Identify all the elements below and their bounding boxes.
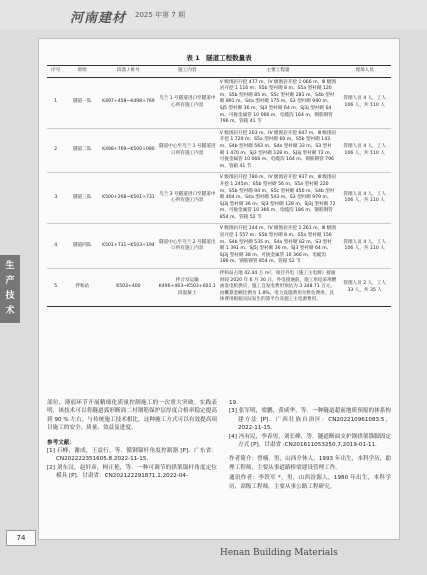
cell-no: 2 [47, 128, 64, 173]
cell-team: 拌和站 [64, 269, 100, 307]
journal-name-footer: Henan Building Materials [220, 548, 338, 558]
cell-quantity: V 级围岩开挖 263 m，IV 级围岩开挖 647 m，Ⅲ 级围岩开挖 1 729 m；S5a 型衬砌 60 m、S5b 型衬砌 143 m、S4b 型衬砌 563 m、S4a 型衬砌 33 m、S3 型衬砌 1 470 m、SJ3 型衬砌 128 m、SJ3j 型衬砌 72 m、可拢金属管 10 066 m、电缆沟 164 m、钢筋钢管 796 m、管箱 41 节 [218, 128, 339, 173]
cell-team: 隧道四队 [64, 224, 100, 269]
cell-content: 隧道中心至乌兰 2 号隧道出口所有施工内容 [157, 224, 218, 269]
author-bio: 作者简介：曾楠，男，山西介休人，1993 年出生，本科学历，助理工程师，主要从事道路桥梁建设管理工作。 [229, 456, 391, 471]
section-tab [0, 255, 20, 323]
col-header: 施工内容 [157, 66, 218, 78]
cell-no: 5 [47, 269, 64, 307]
cell-no: 3 [47, 173, 64, 224]
col-header: 班组 [64, 66, 100, 78]
cell-segment: K497+458~K498+769 [100, 77, 157, 128]
cell-quantity: 拌和站占地 42.44 万 m²，项目外电（施工主电源）接通时间 2020 年 6 月 30 日，外电接通前，施工用电采用燃油发电机供应，施工自发电费用预估为 3 348.71 万元，由概算金额比例为 1.8%。电力设施费用为暂估费用，具体费用根据实际发生的算平台及施工主电源费用。 [218, 269, 339, 307]
cell-no: 4 [47, 224, 64, 269]
cell-staff: 管理人员 4 人，工人 106 人，共 110 人 [338, 128, 391, 173]
journal-logo: 河南建材 [70, 11, 127, 26]
reference-item: [1] 石峰，谢成，王益行，等．循钢锚杆角度控制器 [P]．广东省：CN202222351605.8,2022-11-15. [47, 448, 217, 463]
table-title: 表 1 隧道工程数量表 [186, 54, 252, 62]
content-area [38, 38, 400, 540]
cell-segment: K498+769~K500+080 [100, 128, 157, 173]
cell-staff: 管理人员 4 人，工人 106 人，共 110 人 [338, 77, 391, 128]
right-column [229, 399, 391, 491]
section-tab-char: 技 [5, 291, 15, 301]
page-number: 74 [6, 530, 36, 546]
cell-quantity: V 级围岩开挖 477 m，IV 级围岩开挖 1 066 m，Ⅲ 级围岩开挖 1 116 m；S5b 型衬砌 8 m、S5a 型衬砌 120 m、S5b 型衬砌 85 m、S5c 型衬砌 281 m、S4b 型衬砌 891 m、S4a 型衬砌 175 m、S3 型衬砌 940 m、SJ5 型衬砌 36 m、SJ3 型衬砌 64 m、SJ3j 型衬砌 64 m、可拢金属管 10 066 m、电缆沟 164 m、钢筋钢管 796 m、管箱 41 节 [218, 77, 339, 128]
cell-content: 乌兰 2 号隧道进口至隧道中心所有施工内容 [157, 173, 218, 224]
table-row [47, 173, 391, 224]
cell-content: 隧道中心至乌兰 1 号隧道进口所有施工内容 [157, 128, 218, 173]
page-header [0, 0, 427, 30]
corresponding-author-bio: 通讯作者：李铁军 *，男，山西汾源人，1980 年出生，本科学历，高级工程师，主要从事公路工程研究。 [229, 475, 391, 490]
references-title: 参考文献： [47, 439, 75, 446]
table-row [47, 224, 391, 269]
reference-item: [4] 冯有民，李春男，刘长峰，等．隧道断面支护钢拱架锚脚固定方式 [P]．甘肃省 :CN201611053250.7,2019-01-11. [229, 433, 391, 449]
section-tab-char: 术 [5, 306, 15, 316]
cell-quantity: V 级围岩开挖 144 m，IV 级围岩开挖 1 261 m，Ⅲ 级围岩开挖 1 557 m；S5b 型衬砌 8 m、S5a 型衬砌 156 m、S4b 型衬砌 535 m、S4a 型衬砌 82 m、S3 型衬砌 1 391 m、SJ5j 型衬砌 36 m、SJ3 型衬砌 64 m、SJ3j 型衬砌 38 m、可拢金属管 10 366 m、电缆沟 186 m、钢筋钢管 854 m、管箱 52 节 [218, 224, 339, 269]
cell-content: 乌兰 1 号隧道进口至隧道中心所有施工内容 [157, 77, 218, 128]
left-column [47, 399, 217, 481]
reference-item: [2] 刘东汉，赵轩彦，柯正艳，等．一种可调节的拱架锚杆角度定位模具 [P]．甘肃省：CN202122291871.1,2022-04- [47, 464, 217, 480]
col-header: 现场人员 [338, 66, 391, 78]
issue-label: 2025 年第 7 期 [135, 11, 185, 19]
tunnel-quantity-table [47, 65, 391, 307]
section-tab-char: 生 [5, 261, 15, 271]
col-header: 段落 / 桩号 [100, 66, 157, 78]
cell-team: 隧道三队 [64, 173, 100, 224]
table-header-row [47, 66, 391, 78]
reference-continuation: 19. [229, 400, 238, 406]
col-header: 序号 [47, 66, 64, 78]
cell-quantity: V 级围岩开挖 780 m，IV 级围岩开挖 937 m，Ⅲ 级围岩开挖 1 245m；S5b 型衬砌 56 m、S5a 型衬砌 220 m、S5b 型衬砌 94 m、S5c 型衬砌 450 m、S4b 型衬砌 404 m、S4a 型衬砌 543 m、S3 型衬砌 979 m、SJ3j 型衬砌 36 m、SJ3 型衬砌 128 m、SJ3j 型衬砌 72 m、可拢金属管 10 366 m、电缆沟 186 m、钢筋钢管 854 m、管箱 52 节 [218, 173, 339, 224]
cell-staff: 管理人员 4 人，工人 106 人，共 110 人 [338, 173, 391, 224]
cell-segment: K501+731~K503+194 [100, 224, 157, 269]
section-tab-char: 产 [5, 276, 15, 286]
cell-team: 隧道一队 [64, 77, 100, 128]
cell-segment: K503+400 [100, 269, 157, 307]
table-row [47, 128, 391, 173]
cell-staff: 管理人员 2 人，工人 33 人，共 35 人 [338, 269, 391, 307]
cell-content: 拌合及运输 K496+463~K503+601.1 段混凝土 [157, 269, 218, 307]
cell-no: 1 [47, 77, 64, 128]
body-paragraph: 部位、薄弱环节开展精细化质量控制施工的一次重大突破。实践表明，该技术可以将隧道弧形断面二衬钢筋保护层厚度合格率稳定提高到 90 % 左右。与传统施工技术相比，这种施工方式可以有效提高项目施工的安全、质量、效益及进度。 [47, 400, 217, 432]
table-row [47, 77, 391, 128]
col-header: 主要工程量 [218, 66, 339, 78]
cell-team: 隧道二队 [64, 128, 100, 173]
table-row [47, 269, 391, 307]
cell-staff: 管理人员 4 人，工人 106 人，共 110 人 [338, 224, 391, 269]
cell-segment: K500+268~K501+731 [100, 173, 157, 224]
reference-item: [3] 张军明，梁鹏，黄咸华，等．一种隧道超前地质预报的体系构建方法 [P]．广西壮族自治区：CN202210961083.5，2022-11-15. [229, 408, 391, 432]
